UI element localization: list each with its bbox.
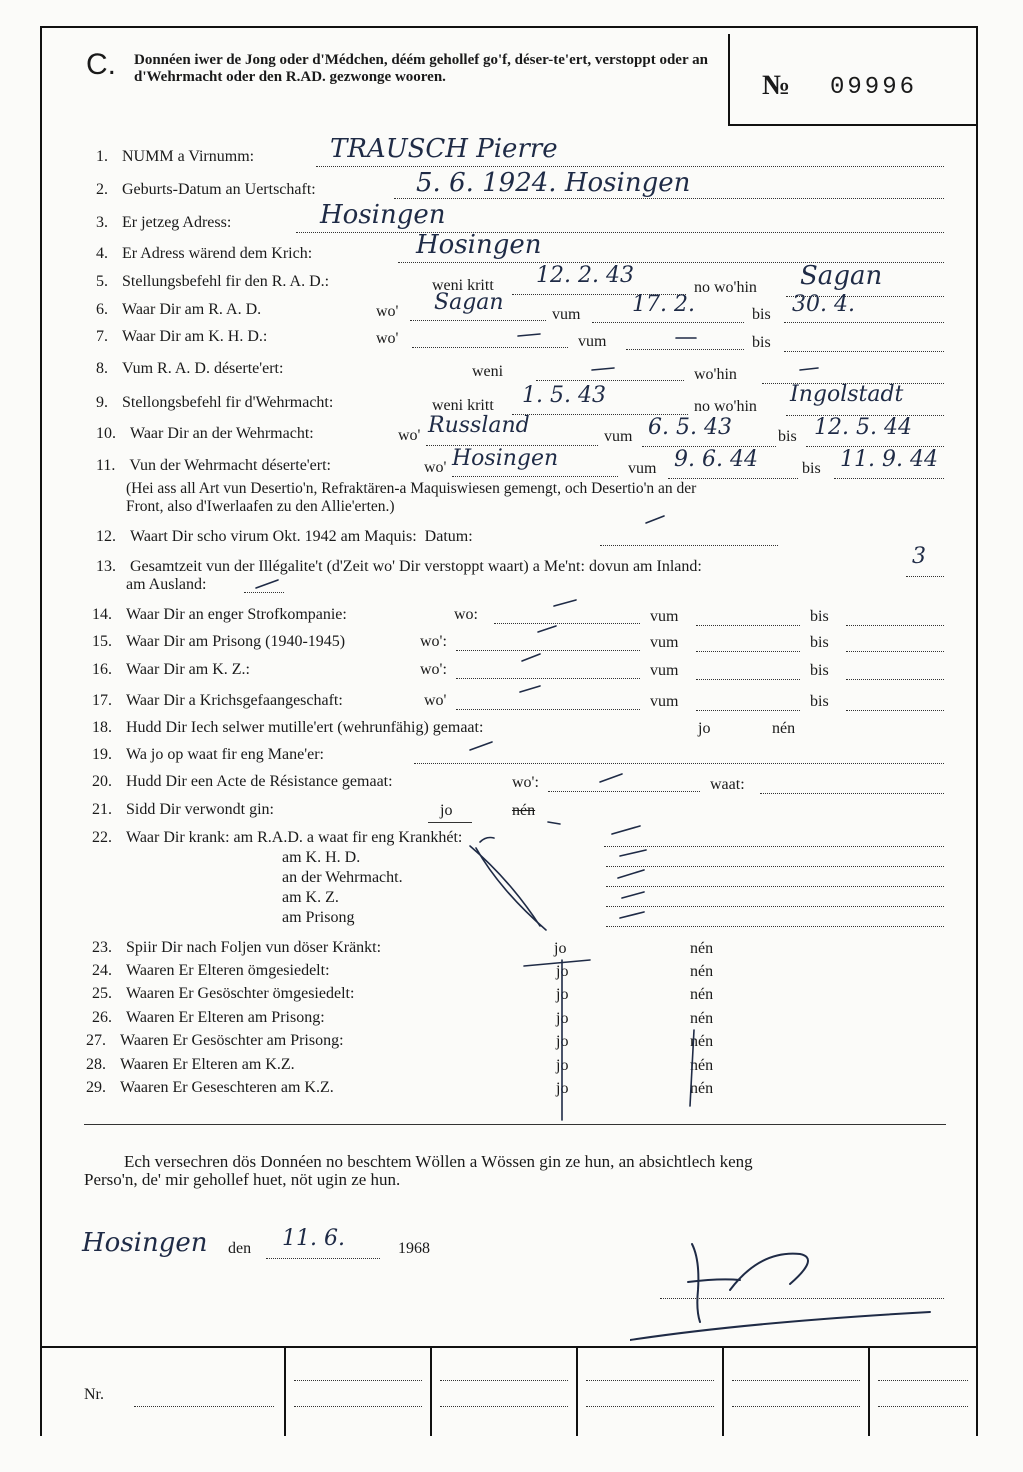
line-number: 26.: [92, 1009, 112, 1026]
line-label: Waart Dir scho virum Okt. 1942 am Maquis:: [130, 528, 417, 545]
line-number: 8.: [96, 360, 108, 377]
wehrmacht-destination[interactable]: Ingolstadt: [790, 382, 904, 407]
label-vum: vum: [650, 634, 679, 651]
wehrmacht-to[interactable]: 12. 5. 44: [814, 415, 912, 440]
line-label: Stellungsbefehl fir den R. A. D.:: [122, 273, 330, 290]
label-wo: wo':: [420, 661, 447, 678]
label-weni: weni: [472, 363, 504, 380]
line-label: Waar Dir a Krichsgefaangeschaft:: [126, 692, 343, 709]
option-nen[interactable]: nén: [690, 1057, 714, 1074]
dash-mark: [592, 368, 614, 370]
line-label: Waaren Er Gesöschter ömgesiedelt:: [126, 985, 355, 1002]
label-vum: vum: [650, 662, 679, 679]
dash-mark: [600, 774, 622, 782]
line-number: 28.: [86, 1056, 106, 1073]
line-number: 22.: [92, 829, 112, 846]
option-jo[interactable]: jo: [556, 1010, 569, 1027]
bracket-stroke: [480, 838, 494, 843]
label-wohin: wo'hin: [694, 366, 737, 383]
line-label: Waar Dir an der Wehrmacht:: [130, 425, 314, 442]
line-number: 1.: [96, 148, 108, 165]
illness-sub-3: am K. Z.: [282, 889, 339, 906]
line-number: 15.: [92, 633, 112, 650]
line-number: 16.: [92, 661, 112, 678]
declaration-line-1: Ech versechren dös Donnéen no beschtem Wöllen a Wössen gin ze hun, an absichtlech keng: [124, 1152, 753, 1171]
label-bis: bis: [810, 608, 829, 625]
inland-months[interactable]: 3: [912, 544, 926, 569]
dots: [294, 1366, 422, 1381]
wehrmacht-place[interactable]: Russland: [428, 413, 530, 438]
line-label: Stellongsbefehl fir d'Wehrmacht:: [122, 394, 334, 411]
line-label: Waaren Er Elteren ömgesiedelt:: [126, 962, 330, 979]
label-wo: wo': [424, 459, 447, 476]
dots: [878, 1392, 968, 1407]
dash-mark: [646, 516, 664, 523]
line-label: Er jetzeg Adress:: [122, 214, 232, 231]
option-jo[interactable]: jo: [556, 1057, 569, 1074]
option-nen[interactable]: nén: [772, 720, 796, 737]
line-number: 25.: [92, 985, 112, 1002]
dash-mark: [620, 850, 646, 856]
label-vum: vum: [650, 693, 679, 710]
war-address-value[interactable]: Hosingen: [416, 230, 542, 260]
rad-from[interactable]: 17. 2.: [632, 292, 695, 317]
label-wo: wo:: [454, 606, 478, 623]
line-label: Er Adress wärend dem Krich:: [122, 245, 313, 262]
label-den: den: [228, 1240, 252, 1257]
section-letter: C.: [86, 48, 116, 81]
line-number: 4.: [96, 245, 108, 262]
desertion-to[interactable]: 11. 9. 44: [840, 447, 938, 472]
option-nen[interactable]: nén: [690, 986, 714, 1003]
dots: [878, 1366, 968, 1381]
option-jo[interactable]: jo: [698, 720, 711, 737]
label-waat: waat:: [710, 776, 745, 793]
strike-mark: [690, 1030, 694, 1106]
dots: [440, 1366, 568, 1381]
line-number: 21.: [92, 801, 112, 818]
label-vum: vum: [628, 460, 657, 477]
line-label: Waar Dir am R. A. D.: [122, 301, 262, 318]
dots: [732, 1392, 860, 1407]
option-nen[interactable]: nén: [690, 1080, 714, 1097]
dash-mark: [538, 626, 556, 632]
line-label: Waaren Er Gesöschter am Prisong:: [120, 1032, 344, 1049]
option-nen[interactable]: nén: [690, 940, 714, 957]
line-number: 13.: [96, 558, 116, 575]
dash-mark: [622, 892, 644, 898]
line-label: Waar Dir am K. H. D.:: [122, 328, 268, 345]
signature-year: 1968: [398, 1240, 430, 1257]
label-no-wohin: no wo'hin: [694, 279, 757, 296]
line-label: Hudd Dir een Acte de Résistance gemaat:: [126, 773, 393, 790]
line-label: Waaren Er Elteren am K.Z.: [120, 1056, 295, 1073]
option-jo[interactable]: jo: [440, 802, 453, 819]
strike-mark: [524, 960, 590, 966]
label-wo: wo': [376, 330, 399, 347]
line-number: 17.: [92, 692, 112, 709]
table-divider: [722, 1346, 724, 1436]
label-bis: bis: [752, 334, 771, 351]
line-number: 9.: [96, 394, 108, 411]
label-wo: wo': [376, 303, 399, 320]
line-number: 3.: [96, 214, 108, 231]
rad-order-date[interactable]: 12. 2. 43: [536, 263, 634, 288]
dots: [440, 1392, 568, 1407]
label-wo: wo': [398, 427, 421, 444]
address-value[interactable]: Hosingen: [320, 200, 446, 230]
rad-destination[interactable]: Sagan: [800, 261, 883, 291]
label-weni-kritt: weni kritt: [432, 397, 494, 414]
table-divider: [284, 1346, 286, 1436]
line-label: Waar Dir am Prisong (1940-1945): [126, 633, 346, 650]
line-number: 18.: [92, 719, 112, 736]
label-bis: bis: [778, 428, 797, 445]
label-datum: Datum:: [424, 528, 473, 545]
line-label: Hudd Dir Iech selwer mutille'ert (wehrunfähig) gemaat:: [126, 719, 484, 736]
line-label: Vum R. A. D. déserte'ert:: [122, 360, 284, 377]
table-divider: [430, 1346, 432, 1436]
line-label: Waaren Er Elteren am Prisong:: [126, 1009, 325, 1026]
line-number: 19.: [92, 746, 112, 763]
label-wo: wo': [424, 692, 447, 709]
line-label: NUMM a Virnumm:: [122, 148, 255, 165]
line-number: 23.: [92, 939, 112, 956]
signature-place[interactable]: Hosingen: [82, 1228, 208, 1258]
illness-sub-2: an der Wehrmacht.: [282, 869, 403, 886]
line-number: 12.: [96, 528, 116, 545]
signature-date[interactable]: 11. 6.: [282, 1226, 345, 1251]
line-label: Waar Dir am K. Z.:: [126, 661, 250, 678]
option-jo[interactable]: jo: [556, 986, 569, 1003]
line-label: Vun der Wehrmacht déserte'ert:: [129, 457, 331, 474]
line-label: Gesamtzeit vun der Illégalite't (d'Zeit wo' Dir verstoppt waart) a Me'nt: dovun am Inland:: [130, 558, 702, 575]
desertion-place[interactable]: Hosingen: [452, 446, 559, 471]
line-label: Wa jo op waat fir eng Mane'er:: [126, 746, 324, 763]
label-vum: vum: [650, 608, 679, 625]
label-bis: bis: [752, 306, 771, 323]
option-nen[interactable]: nén: [690, 963, 714, 980]
dash-mark: [256, 580, 278, 588]
illness-sub-4: am Prisong: [282, 909, 355, 926]
label-bis: bis: [810, 634, 829, 651]
line-number: 29.: [86, 1079, 106, 1096]
line-label: Waar Dir krank: am R.A.D. a waat fir eng Krankhét:: [126, 829, 463, 846]
desertion-from[interactable]: 9. 6. 44: [674, 447, 758, 472]
form-title: Donnéen iwer de Jong oder d'Médchen, déém gehollef go'f, déser-te'ert, verstoppt oder an d'Wehrmacht oder den R.AD. gezwonge wooren.: [134, 52, 708, 85]
dash-mark: [470, 742, 492, 750]
illness-sub-1: am K. H. D.: [282, 849, 361, 866]
dash-mark: [522, 654, 540, 661]
dash-mark: [800, 368, 818, 370]
rad-place[interactable]: Sagan: [434, 290, 504, 315]
line-number: 6.: [96, 301, 108, 318]
option-jo[interactable]: jo: [556, 1080, 569, 1097]
line-label: Waar Dir an enger Strofkompanie:: [126, 606, 347, 623]
line-label: Spiir Dir nach Foljen vun döser Kränkt:: [126, 939, 382, 956]
option-jo[interactable]: jo: [556, 963, 569, 980]
line-number: 7.: [96, 328, 108, 345]
line-11-note-1: (Hei ass all Art vun Desertio'n, Refraktären-a Maquiswiesen gemengt, och Desertio'n an der: [126, 480, 697, 497]
dots: [294, 1392, 422, 1407]
option-nen[interactable]: nén: [690, 1010, 714, 1027]
option-nen[interactable]: nén: [690, 1033, 714, 1050]
number-symbol: №: [762, 70, 791, 101]
birth-value[interactable]: 5. 6. 1924. Hosingen: [416, 168, 691, 198]
dash-mark: [612, 826, 640, 834]
line-11-note-2: Front, also d'Iwerlaafen zu den Allie'erten.): [126, 498, 395, 515]
label-bis: bis: [810, 693, 829, 710]
label-weni-kritt: weni kritt: [432, 277, 494, 294]
label-wo: wo':: [420, 633, 447, 650]
dash-mark: [554, 600, 576, 606]
label-vum: vum: [578, 333, 607, 350]
dash-mark: [618, 870, 644, 878]
label-vum: vum: [604, 428, 633, 445]
table-divider: [576, 1346, 578, 1436]
name-value[interactable]: TRAUSCH Pierre: [330, 134, 558, 164]
dash-mark: [520, 686, 540, 692]
declaration-line-2: Perso'n, de' mir gehollef huet, nöt ugin ze hun.: [84, 1170, 401, 1189]
dots: [586, 1366, 714, 1381]
footer-nr: Nr.: [84, 1386, 104, 1403]
wehrmacht-from[interactable]: 6. 5. 43: [648, 415, 732, 440]
line-number: 2.: [96, 181, 108, 198]
table-divider: [868, 1346, 870, 1436]
line-label: Waaren Er Geseschteren am K.Z.: [120, 1079, 334, 1096]
line-number: 27.: [86, 1032, 106, 1049]
label-vum: vum: [552, 306, 581, 323]
wehrmacht-order-date[interactable]: 1. 5. 43: [522, 383, 606, 408]
option-nen[interactable]: nén: [512, 802, 536, 819]
option-jo[interactable]: jo: [556, 1033, 569, 1050]
dots: [732, 1366, 860, 1381]
signature-dots: [660, 1284, 944, 1299]
form-number: 09996: [830, 74, 918, 101]
line-label: Sidd Dir verwondt gin:: [126, 801, 274, 818]
declaration-rule: [84, 1124, 946, 1125]
dots: [586, 1392, 714, 1407]
label-no-wohin: no wo'hin: [694, 398, 757, 415]
strike-mark: [548, 822, 560, 824]
label-ausland: am Ausland:: [126, 576, 207, 593]
dots: [134, 1392, 274, 1407]
table-top: [40, 1346, 978, 1348]
dash-mark: [620, 912, 644, 918]
line-label: Geburts-Datum an Uertschaft:: [122, 181, 316, 198]
dash-mark: [518, 334, 540, 336]
line-number: 24.: [92, 962, 112, 979]
rad-to[interactable]: 30. 4.: [792, 292, 855, 317]
label-bis: bis: [802, 460, 821, 477]
line-number: 14.: [92, 606, 112, 623]
line-number: 20.: [92, 773, 112, 790]
label-wo: wo':: [512, 774, 539, 791]
line-number: 10.: [96, 425, 116, 442]
line-number: 5.: [96, 273, 108, 290]
label-bis: bis: [810, 662, 829, 679]
line-number: 11.: [96, 457, 116, 474]
option-jo[interactable]: jo: [554, 940, 567, 957]
